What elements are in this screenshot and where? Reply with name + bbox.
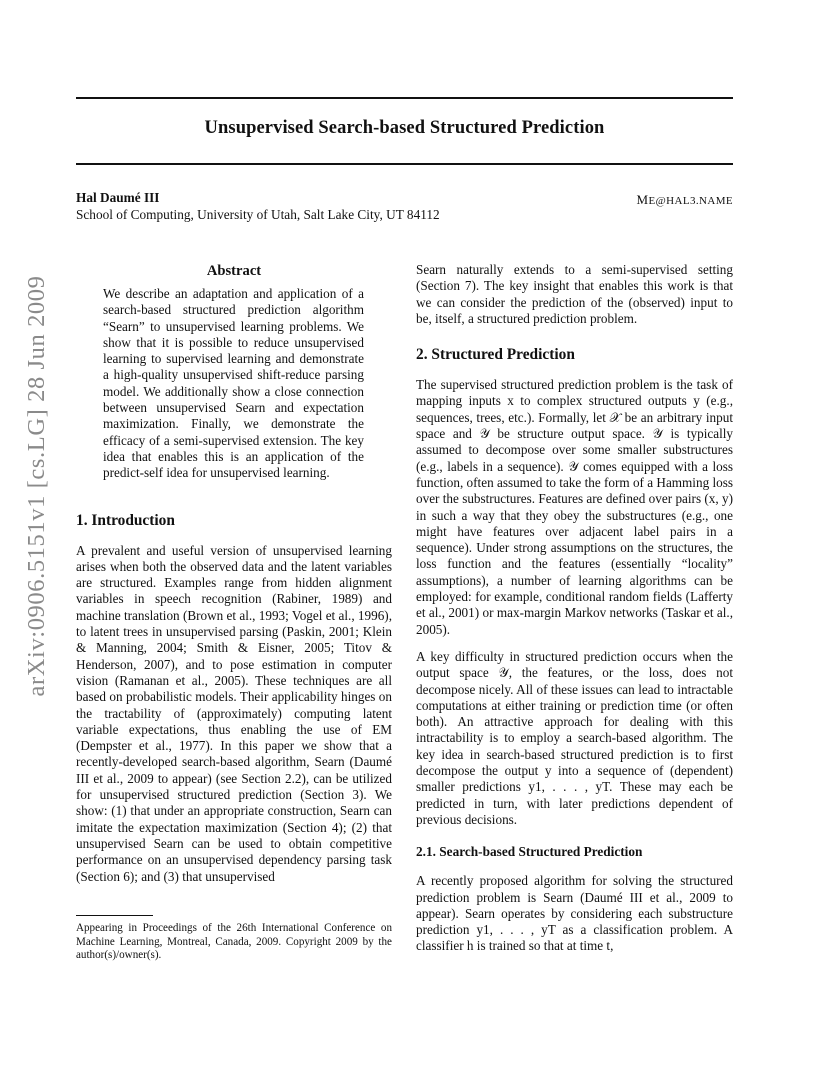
intro-continued-text: Searn naturally extends to a semi-supervised setting (Section 7). The key insight that enables this work is that we can consider the prediction of the (observed) input to be, itself, a structured prediction problem.: [416, 262, 733, 326]
section-2-heading: 2. Structured Prediction: [416, 346, 575, 364]
abstract-heading: Abstract: [206, 263, 262, 279]
section-2-paragraph-2: A key difficulty in structured prediction occurs when the output space 𝒴, the features, or the loss, does not decompose nicely. All of these issues can lead to intractable computations at either training or prediction time (or often both). An attractive approach for dealing with this intractability is to employ a search-based algorithm. The key idea in search-based structured prediction is to first decompose the output y into a sequence of (dependent) smaller predictions y1, . . . , yT. These may each be predicted in turn, with later predictions dependent of previous decisions.: [416, 648, 733, 827]
section-2-paragraph-1: The supervised structured prediction problem is the task of mapping inputs x to complex structured outputs y (e.g., sequences, trees, etc.). Formally, let 𝒳 be an arbitrary input space and 𝒴 be structure output space. 𝒴 is typically assumed to decompose over some smaller substructures (e.g., labels in a sequence). 𝒴 comes equipped with a loss function, often assumed to take the form of a Hamming loss over the substructures. Features are defined over pairs (x, y) in such a way that they obey the substructures (e.g., one might have features over adjacent label pairs in a sequence). Under strong assumptions on the structures, the loss function and the features (essentially “locality” assumptions), a number of learning algorithms can be employed: for example, conditional random fields (Lafferty et al., 2001) or max-margin Markov networks (Taskar et al., 2005).: [416, 377, 733, 637]
section-2-1-paragraph-1: A recently proposed algorithm for solving the structured prediction problem is Searn (Daumé III et al., 2009 to appear). Searn operates by considering each substructure prediction y1, . . . , yT as a classification problem. A classifier h is trained so that at time t,: [416, 873, 733, 954]
intro-text: A prevalent and useful version of unsupervised learning arises when both the observed data and the latent variables are structured. Examples range from hidden alignment variables in speech recognition (Rabiner, 1989) and machine translation (Brown et al., 1993; Vogel et al., 1996), to latent trees in unsupervised parsing (Paskin, 2001; Klein & Manning, 2004; Smith & Eisner, 2005; Titov & Henderson, 2007), and to pose estimation in computer vision (Ramanan et al., 2005). These techniques are all based on probabilistic models. Their applicability hinges on the tractability of (approximately) computing latent variable expectations, thus enabling the use of EM (Dempster et al., 1977). In this paper we show that a recently-developed search-based algorithm, Searn (Daumé III et al., 2009 to appear) (see Section 2.2), can be utilized for unsupervised structured prediction (Section 3). We show: (1) that under an appropriate construction, Searn can imitate the expectation maximization (Section 4); (2) that unsupervised Searn can be used to obtain competitive performance on an unsupervised dependency parsing task (Section 6); and (3) that unsupervised: [76, 542, 392, 884]
bottom-rule: [76, 163, 733, 165]
footnote: [76, 915, 392, 963]
intro-heading: 1. Introduction: [76, 511, 175, 529]
author-email: ME@HAL3.NAME: [636, 192, 733, 207]
author-affiliation: School of Computing, University of Utah, Salt Lake City, UT 84112: [76, 207, 440, 222]
left-column: [76, 262, 392, 885]
footnote-text: Appearing in Proceedings of the 26th International Conference on Machine Learning, Montreal, Canada, 2009. Copyright 2009 by the author(s)/owner(s).: [76, 922, 392, 962]
section-2-1-heading: 2.1. Search-based Structured Prediction: [416, 844, 643, 860]
right-column: [416, 262, 733, 955]
abstract-text: We describe an adaptation and application of a search-based structured prediction algorithm “Searn” to unsupervised learning problems. We show that it is possible to reduce unsupervised learning to supervised learning and demonstrate a high-quality unsupervised shift-reduce parsing model. We additionally show a close connection between unsupervised Searn and expectation maximization. Finally, we demonstrate the efficacy of a semi-supervised extension. The key idea that enables this is an application of the predict-self idea for unsupervised learning.: [103, 286, 364, 481]
footnote-rule: [76, 915, 153, 916]
paper-title: Unsupervised Search-based Structured Prediction: [204, 118, 605, 138]
arxiv-stamp: arXiv:0906.5151v1 [cs.LG] 28 Jun 2009: [23, 275, 50, 697]
abstract-body: [103, 286, 364, 482]
author-name: Hal Daumé III: [76, 190, 160, 205]
top-rule: [76, 97, 733, 99]
